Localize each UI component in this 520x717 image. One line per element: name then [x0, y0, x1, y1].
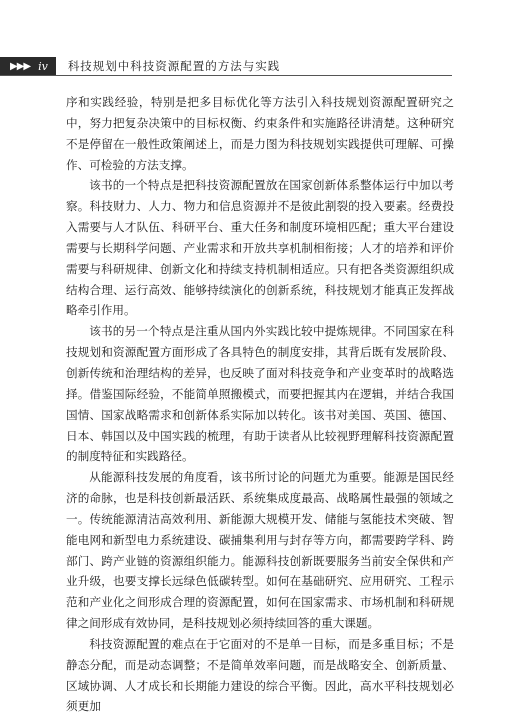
header-band	[0, 57, 56, 75]
paragraph-system-view: 该书的一个特点是把科技资源配置放在国家创新体系整体运行中加以考察。科技财力、人力、物力和信息资源并不是彼此割裂的投入要素。经费投入需要与人才队伍、科研平台、重大任务和制度环境相匹配；重大平台建设需要与长期科学问题、产业需求和开放共享机制相衔接；人才的培养和评价需要与科研规律、创新文化和持续支持机制相适应。只有把各类资源组织成结构合理、运行高效、能够持续演化的创新系统，科技规划才能真正发挥战略牵引作用。	[66, 178, 454, 318]
running-header	[0, 56, 520, 76]
body-text	[66, 92, 454, 717]
page-number: iv	[38, 59, 48, 73]
paragraph-energy-tech: 从能源科技发展的角度看，该书所讨论的问题尤为重要。能源是国民经济的命脉，也是科技创新最活跃、系统集成度最高、战略属性最强的领域之一。传统能源清洁高效利用、新能源大规模开发、储能与氢能技术突破、智能电网和新型电力系统建设、碳捕集利用与封存等方向，都需要跨学科、跨部门、跨产业链的资源组织能力。能源科技创新既要服务当前安全保供和产业升级，也要支撑长远绿色低碳转型。如何在基础研究、应用研究、工程示范和产业化之间形成合理的资源配置，如何在国家需求、市场机制和科研规律之间形成有效协同，是科技规划必须持续回答的重大课题。	[66, 470, 454, 631]
triple-arrow-icon: ▶▶▶	[10, 60, 31, 72]
paragraph-international-comparison: 该书的另一个特点是注重从国内外实践比较中提炼规律。不同国家在科技规划和资源配置方面形成了各具特色的制度安排，其背后既有发展阶段、创新传统和治理结构的差异，也反映了面对科技竞争和产业变革时的战略选择。借鉴国际经验，不能简单照搬模式，而要把握其内在逻辑，并结合我国国情、国家战略需求和创新体系实际加以转化。该书对美国、英国、德国、日本、韩国以及中国实践的梳理，有助于读者从比较视野理解科技资源配置的制度特征和实践路径。	[66, 324, 454, 464]
header-rule	[0, 75, 452, 76]
paragraph-allocation-difficulty: 科技资源配置的难点在于它面对的不是单一目标，而是多重目标；不是静态分配，而是动态调整；不是简单效率问题，而是战略安全、创新质量、区域协调、人才成长和长期能力建设的综合平衡。因此，高水平科技规划必须更加	[66, 636, 454, 714]
running-title: 科技规划中科技资源配置的方法与实践	[67, 59, 281, 73]
paragraph-continued: 序和实践经验，特别是把多目标优化等方法引入科技规划资源配置研究之中，努力把复杂决策中的目标权衡、约束条件和实施路径讲清楚。这种研究不是停留在一般性政策阐述上，而是力图为科技规划实践提供可理解、可操作、可检验的方法支撑。	[66, 95, 454, 172]
